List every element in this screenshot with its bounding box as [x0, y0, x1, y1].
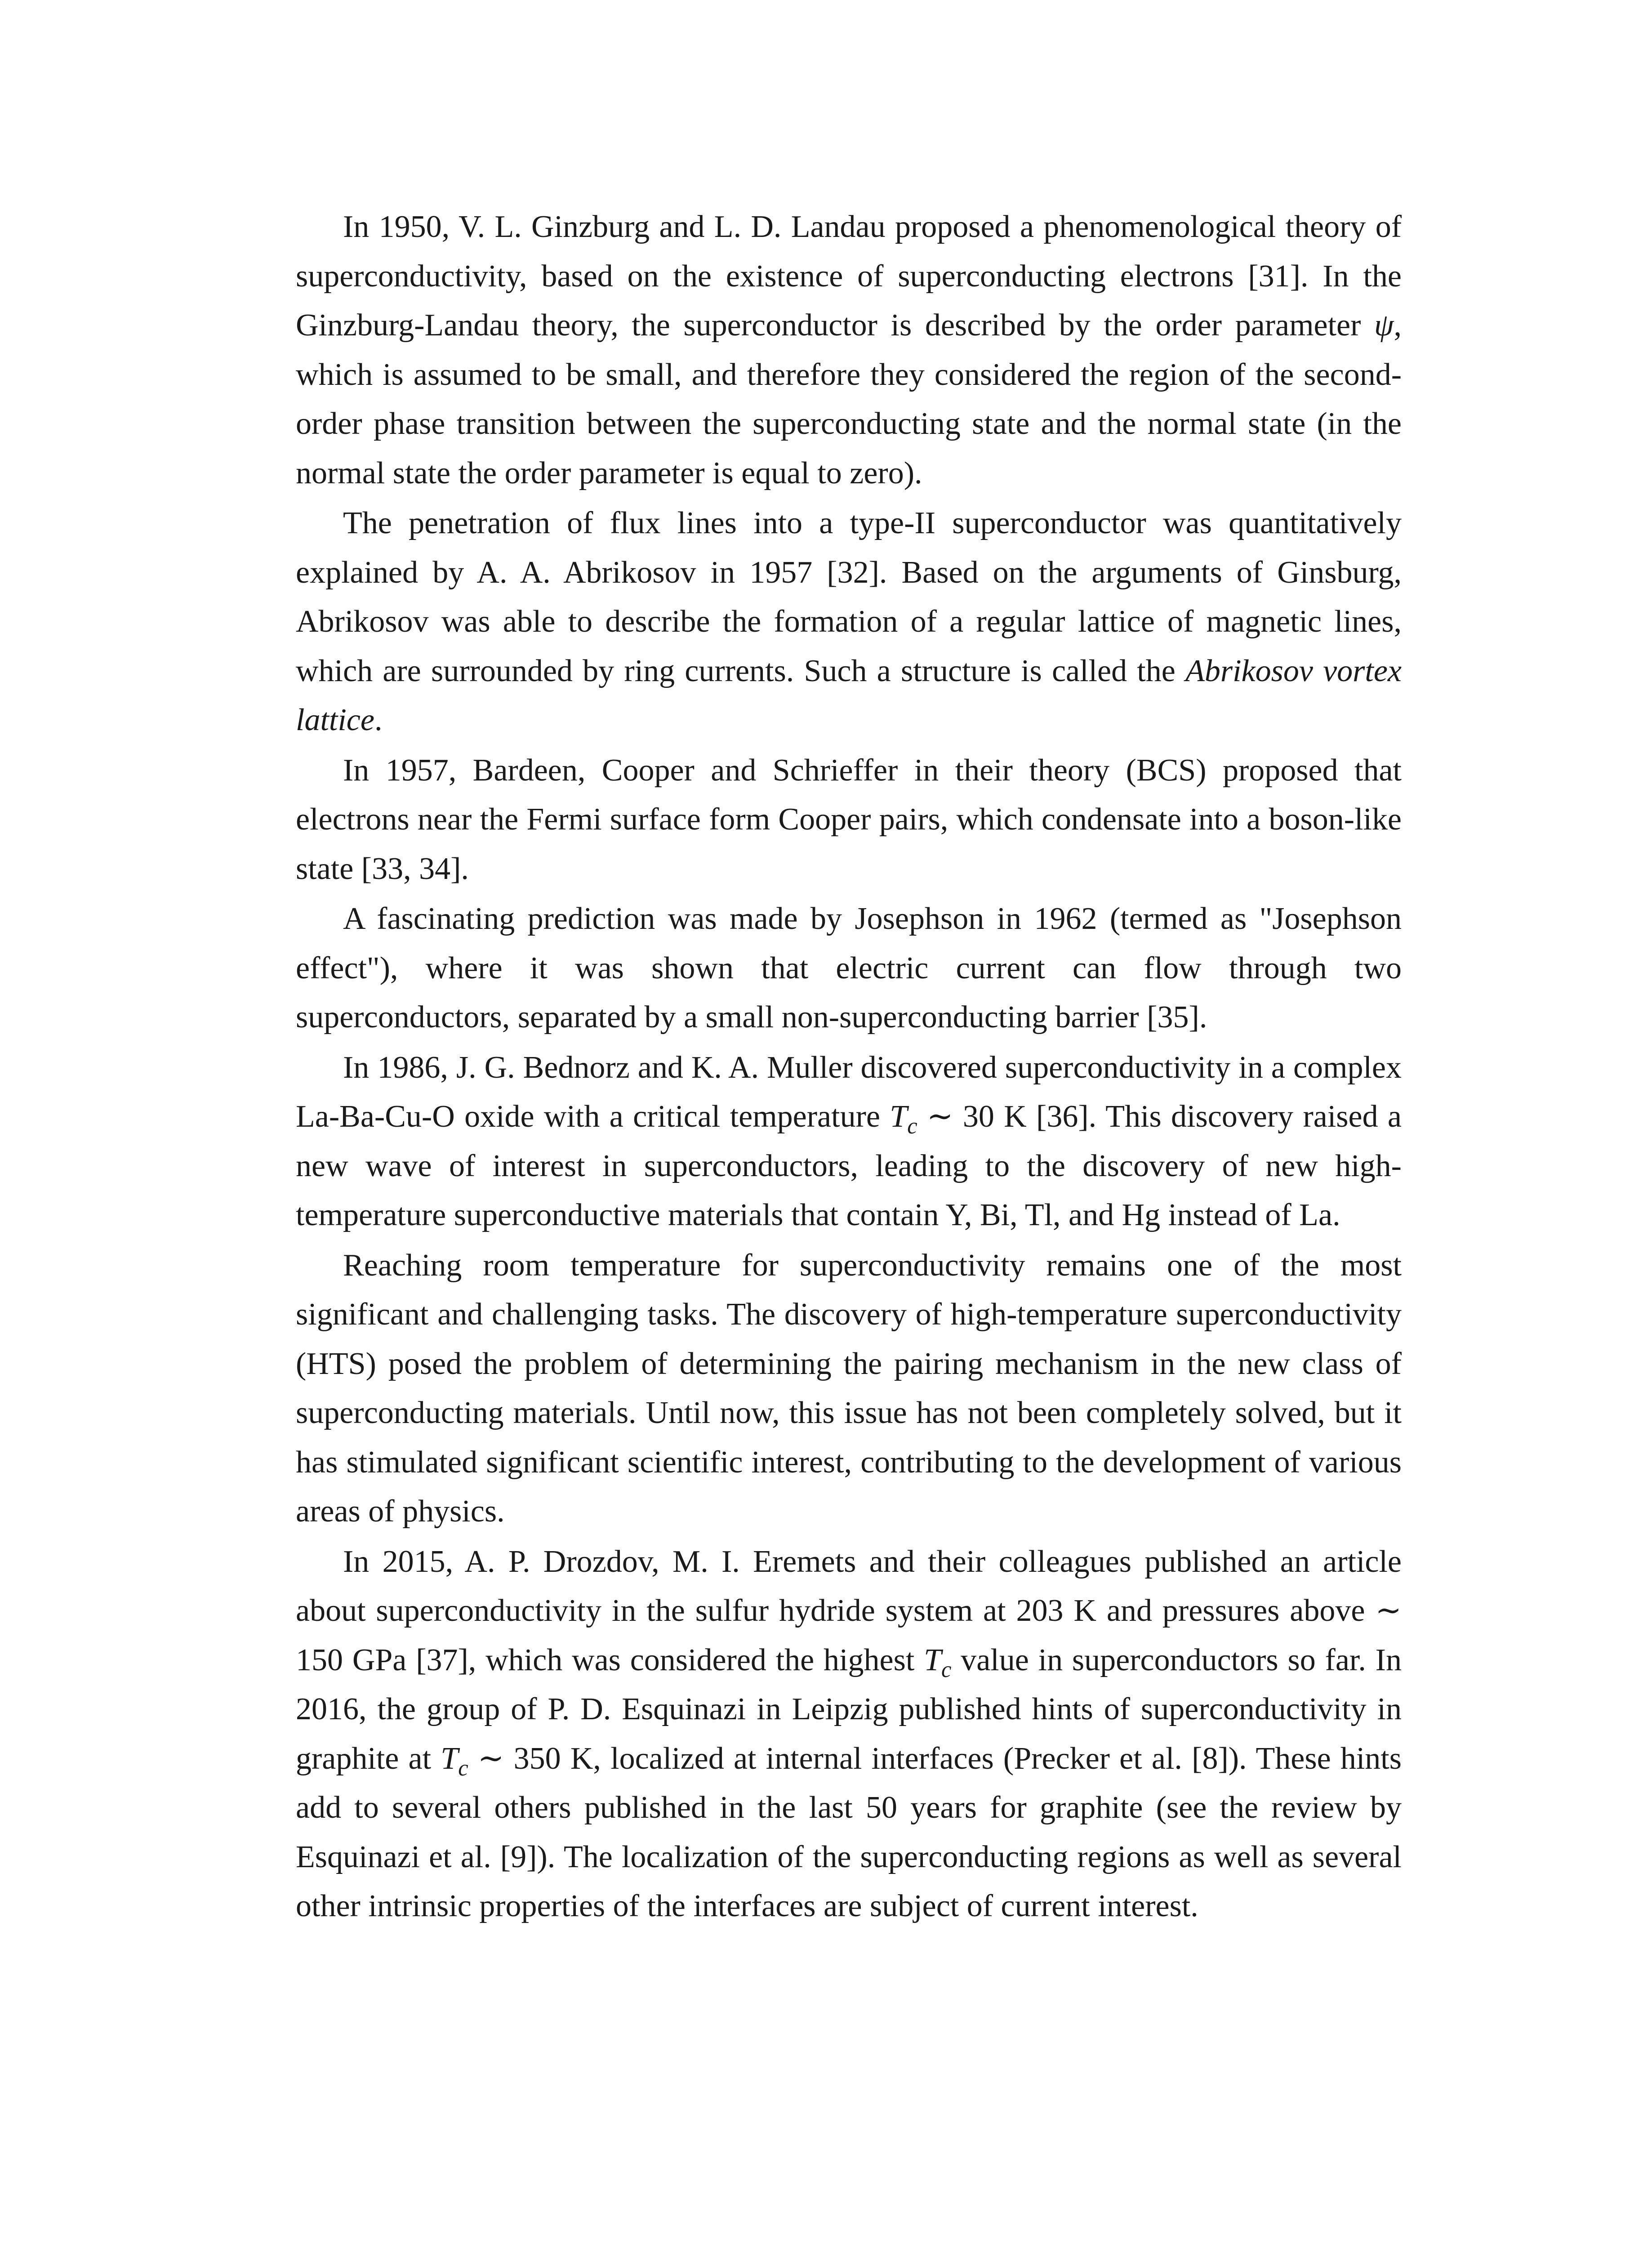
text-segment: Reaching room temperature for superconductivity remains one of the most significant and challenging tasks. The discovery of high-temperature superconductivity (HTS) posed the problem of determining the pairing mechanism in the new class of superconducting materials. Until now, this issue has not been completely solved, but it has stimulated significant scientific interest, contributing to the development of various areas of physics. — [296, 1248, 1402, 1529]
text-segment: A fascinating prediction was made by Josephson in 1962 (termed as "Josephson effect"), where it was shown that electric current can flow through two superconductors, separated by a small non-superconducting barrier [35]. — [296, 901, 1402, 1035]
text-segment: The penetration of flux lines into a type-II superconductor was quantitatively explained by A. A. Abrikosov in 1957 [32]. Based on the arguments of Ginsburg, Abrikosov was able to describe the formation of a regular lattice of magnetic lines, which are surrounded by ring currents. Such a structure is called the — [296, 506, 1402, 688]
paragraph — [296, 746, 1402, 895]
subscript-text: c — [941, 1656, 952, 1682]
italic-text: Abrikosov vortex lattice — [296, 653, 1402, 737]
text-segment: In 1957, Bardeen, Cooper and Schrieffer in their theory (BCS) proposed that electrons near the Fermi surface form Cooper pairs, which condensate into a boson-like state [33, 34]. — [296, 753, 1402, 886]
text-segment: ∼ 30 K [36]. This discovery raised a new wave of interest in superconductors, leading to the discovery of new high-temperature superconductive materials that contain Y, Bi, Tl, and Hg instead of La. — [296, 1099, 1402, 1232]
text-segment: In 2015, A. P. Drozdov, M. I. Eremets and their colleagues published an article about superconductivity in the sulfur hydride system at 203 K and pressures above ∼ 150 GPa [37], which was considered the highest — [296, 1544, 1402, 1677]
paragraph — [296, 1537, 1402, 1932]
text-segment: value in superconductors so far. In 2016, the group of P. D. Esquinazi in Leipzig published hints of superconductivity in graphite at — [296, 1642, 1402, 1776]
italic-text: ψ — [1374, 308, 1394, 343]
paragraph — [296, 1241, 1402, 1537]
italic-text: T — [924, 1642, 942, 1677]
subscript-text: c — [907, 1113, 917, 1138]
paragraph — [296, 499, 1402, 746]
text-segment: In 1986, J. G. Bednorz and K. A. Muller discovered superconductivity in a complex La-Ba-Cu-O oxide with a critical temperature — [296, 1050, 1402, 1134]
italic-text: T — [441, 1741, 459, 1776]
subscript-text: c — [458, 1755, 468, 1780]
paragraph — [296, 202, 1402, 499]
paragraph — [296, 1043, 1402, 1241]
italic-text: T — [890, 1099, 908, 1134]
body-text — [296, 202, 1402, 1932]
text-segment: , which is assumed to be small, and therefore they considered the region of the second-order phase transition between the superconducting state and the normal state (in the normal state the order parameter is equal to zero). — [296, 308, 1402, 491]
paragraph — [296, 894, 1402, 1043]
text-segment: In 1950, V. L. Ginzburg and L. D. Landau proposed a phenomenological theory of superconductivity, based on the existence of superconducting electrons [31]. In the Ginzburg-Landau theory, the superconductor is described by the order parameter — [296, 210, 1402, 343]
text-segment: ∼ 350 K, localized at internal interfaces (Precker et al. [8]). These hints add to several others published in the last 50 years for graphite (see the review by Esquinazi et al. [9]). The localization of the superconducting regions as well as several other intrinsic properties of the interfaces are subject of current interest. — [296, 1741, 1402, 1923]
text-segment: . — [374, 703, 383, 737]
